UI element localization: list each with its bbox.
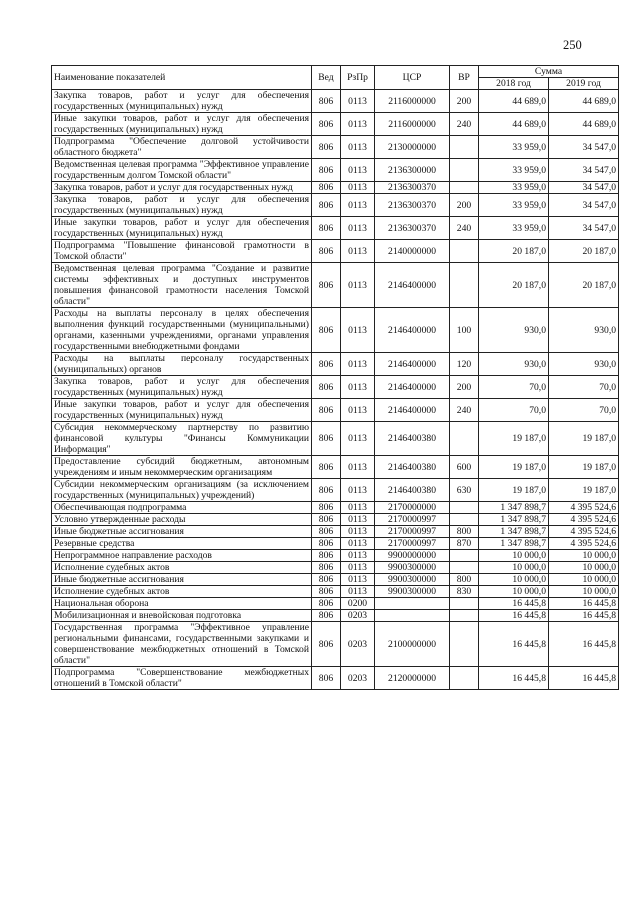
- header-csr: ЦСР: [375, 66, 450, 90]
- cell-name: Обеспечивающая подпрограмма: [52, 502, 312, 514]
- table-row: [52, 182, 619, 194]
- cell-rzpr: 0113: [341, 263, 375, 308]
- cell-y2019: 44 689,0: [549, 90, 619, 113]
- cell-y2018: 20 187,0: [479, 240, 549, 263]
- cell-rzpr: 0113: [341, 399, 375, 422]
- cell-csr: 2146400000: [375, 376, 450, 399]
- cell-name: Субсидия некоммерческому партнерству по развитию финансовой культуры "Финансы Коммуникации Информация": [52, 422, 312, 456]
- cell-name: Мобилизационная и вневойсковая подготовка: [52, 610, 312, 622]
- cell-y2019: 19 187,0: [549, 456, 619, 479]
- cell-vr: [450, 240, 479, 263]
- table-row: [52, 422, 619, 456]
- page-number: 250: [563, 38, 582, 52]
- cell-vr: 200: [450, 194, 479, 217]
- cell-vr: [450, 136, 479, 159]
- cell-vr: 200: [450, 376, 479, 399]
- cell-vr: 800: [450, 574, 479, 586]
- cell-vr: 120: [450, 353, 479, 376]
- cell-csr: 2100000000: [375, 622, 450, 667]
- cell-name: Иные бюджетные ассигнования: [52, 574, 312, 586]
- cell-csr: 2170000997: [375, 526, 450, 538]
- cell-vr: [450, 263, 479, 308]
- cell-y2018: 33 959,0: [479, 194, 549, 217]
- cell-y2019: 34 547,0: [549, 136, 619, 159]
- cell-y2018: 930,0: [479, 353, 549, 376]
- cell-vr: 630: [450, 479, 479, 502]
- cell-y2019: 34 547,0: [549, 217, 619, 240]
- cell-y2019: 930,0: [549, 353, 619, 376]
- table-row: [52, 502, 619, 514]
- cell-y2019: 16 445,8: [549, 610, 619, 622]
- cell-y2018: 16 445,8: [479, 598, 549, 610]
- table-row: [52, 376, 619, 399]
- cell-rzpr: 0113: [341, 217, 375, 240]
- cell-rzpr: 0203: [341, 622, 375, 667]
- table-body: [52, 90, 619, 690]
- cell-name: Предоставление субсидий бюджетным, автономным учреждениям и иным некоммерческим организациям: [52, 456, 312, 479]
- table-row: [52, 263, 619, 308]
- cell-ved: 806: [312, 136, 341, 159]
- cell-ved: 806: [312, 526, 341, 538]
- cell-y2018: 19 187,0: [479, 456, 549, 479]
- cell-vr: [450, 667, 479, 690]
- cell-y2019: 19 187,0: [549, 479, 619, 502]
- cell-name: Исполнение судебных актов: [52, 586, 312, 598]
- cell-csr: 2170000997: [375, 538, 450, 550]
- cell-y2018: 33 959,0: [479, 159, 549, 182]
- cell-name: Закупка товаров, работ и услуг для обеспечения государственных (муниципальных) нужд: [52, 194, 312, 217]
- cell-name: Подпрограмма "Обеспечение долговой устойчивости областного бюджета": [52, 136, 312, 159]
- table-row: [52, 308, 619, 353]
- cell-vr: [450, 422, 479, 456]
- cell-ved: 806: [312, 113, 341, 136]
- cell-y2019: 16 445,8: [549, 598, 619, 610]
- header-sum: Сумма: [479, 66, 619, 78]
- cell-vr: 240: [450, 113, 479, 136]
- cell-vr: [450, 514, 479, 526]
- cell-rzpr: 0113: [341, 550, 375, 562]
- cell-ved: 806: [312, 456, 341, 479]
- cell-name: Подпрограмма "Совершенствование межбюджетных отношений в Томской области": [52, 667, 312, 690]
- table-row: [52, 217, 619, 240]
- cell-vr: 240: [450, 399, 479, 422]
- cell-ved: 806: [312, 194, 341, 217]
- cell-y2019: 4 395 524,6: [549, 502, 619, 514]
- cell-rzpr: 0113: [341, 574, 375, 586]
- table-row: [52, 622, 619, 667]
- cell-y2018: 10 000,0: [479, 586, 549, 598]
- cell-y2018: 1 347 898,7: [479, 538, 549, 550]
- header-name: Наименование показателей: [52, 66, 312, 90]
- cell-y2019: 34 547,0: [549, 194, 619, 217]
- cell-y2018: 44 689,0: [479, 113, 549, 136]
- cell-name: Подпрограмма "Повышение финансовой грамотности в Томской области": [52, 240, 312, 263]
- table-row: [52, 159, 619, 182]
- cell-csr: 2136300370: [375, 182, 450, 194]
- cell-rzpr: 0113: [341, 538, 375, 550]
- cell-y2019: 20 187,0: [549, 263, 619, 308]
- cell-vr: [450, 622, 479, 667]
- cell-y2018: 16 445,8: [479, 610, 549, 622]
- cell-ved: 806: [312, 182, 341, 194]
- cell-csr: 2130000000: [375, 136, 450, 159]
- cell-y2019: 44 689,0: [549, 113, 619, 136]
- cell-rzpr: 0113: [341, 586, 375, 598]
- cell-name: Национальная оборона: [52, 598, 312, 610]
- cell-vr: 600: [450, 456, 479, 479]
- budget-table: [51, 65, 619, 690]
- cell-name: Иные закупки товаров, работ и услуг для обеспечения государственных (муниципальных) нужд: [52, 217, 312, 240]
- cell-csr: 9900300000: [375, 562, 450, 574]
- cell-csr: 2146400380: [375, 456, 450, 479]
- cell-ved: 806: [312, 667, 341, 690]
- cell-y2019: 10 000,0: [549, 574, 619, 586]
- cell-rzpr: 0113: [341, 113, 375, 136]
- cell-rzpr: 0113: [341, 562, 375, 574]
- cell-name: Субсидии некоммерческим организациям (за исключением государственных (муниципальных) учреждений): [52, 479, 312, 502]
- cell-y2018: 44 689,0: [479, 90, 549, 113]
- cell-vr: 100: [450, 308, 479, 353]
- cell-y2019: 70,0: [549, 399, 619, 422]
- cell-y2019: 34 547,0: [549, 159, 619, 182]
- cell-ved: 806: [312, 399, 341, 422]
- cell-y2018: 19 187,0: [479, 479, 549, 502]
- cell-name: Расходы на выплаты персоналу в целях обеспечения выполнения функций государственными (муниципальными) органами, казенными учреждениями, органами управления государственными внебюджетными фондами: [52, 308, 312, 353]
- cell-y2018: 19 187,0: [479, 422, 549, 456]
- cell-rzpr: 0113: [341, 502, 375, 514]
- cell-y2018: 33 959,0: [479, 182, 549, 194]
- cell-vr: [450, 182, 479, 194]
- cell-ved: 806: [312, 610, 341, 622]
- header-2018: 2018 год: [479, 78, 549, 90]
- cell-y2018: 33 959,0: [479, 217, 549, 240]
- cell-ved: 806: [312, 308, 341, 353]
- cell-ved: 806: [312, 240, 341, 263]
- cell-rzpr: 0113: [341, 194, 375, 217]
- cell-y2018: 1 347 898,7: [479, 526, 549, 538]
- cell-vr: [450, 159, 479, 182]
- cell-y2018: 16 445,8: [479, 667, 549, 690]
- cell-ved: 806: [312, 514, 341, 526]
- table-row: [52, 456, 619, 479]
- header-ved: Вед: [312, 66, 341, 90]
- cell-ved: 806: [312, 598, 341, 610]
- cell-vr: 870: [450, 538, 479, 550]
- header-2019: 2019 год: [549, 78, 619, 90]
- cell-y2019: 19 187,0: [549, 422, 619, 456]
- table-row: [52, 479, 619, 502]
- cell-y2019: 16 445,8: [549, 667, 619, 690]
- cell-rzpr: 0113: [341, 90, 375, 113]
- cell-rzpr: 0113: [341, 376, 375, 399]
- cell-rzpr: 0113: [341, 159, 375, 182]
- cell-csr: 2146400380: [375, 422, 450, 456]
- cell-y2018: 70,0: [479, 376, 549, 399]
- cell-ved: 806: [312, 586, 341, 598]
- header-vr: ВР: [450, 66, 479, 90]
- cell-y2019: 70,0: [549, 376, 619, 399]
- cell-name: Иные закупки товаров, работ и услуг для обеспечения государственных (муниципальных) нужд: [52, 113, 312, 136]
- cell-rzpr: 0113: [341, 308, 375, 353]
- table-row: [52, 240, 619, 263]
- cell-rzpr: 0113: [341, 479, 375, 502]
- cell-y2018: 10 000,0: [479, 550, 549, 562]
- cell-csr: 2136300370: [375, 194, 450, 217]
- cell-y2018: 10 000,0: [479, 574, 549, 586]
- cell-y2019: 10 000,0: [549, 586, 619, 598]
- cell-ved: 806: [312, 353, 341, 376]
- cell-csr: 2120000000: [375, 667, 450, 690]
- cell-vr: [450, 502, 479, 514]
- table-row: [52, 598, 619, 610]
- cell-name: Ведомственная целевая программа "Создание и развитие системы эффективных и доступных инструментов повышения финансовой грамотности населения Томской области": [52, 263, 312, 308]
- cell-ved: 806: [312, 263, 341, 308]
- table-row: [52, 562, 619, 574]
- cell-csr: [375, 610, 450, 622]
- table-row: [52, 526, 619, 538]
- cell-y2019: 16 445,8: [549, 622, 619, 667]
- cell-y2018: 1 347 898,7: [479, 514, 549, 526]
- cell-vr: [450, 550, 479, 562]
- cell-y2018: 16 445,8: [479, 622, 549, 667]
- cell-csr: 2170000000: [375, 502, 450, 514]
- table-row: [52, 136, 619, 159]
- cell-y2019: 930,0: [549, 308, 619, 353]
- table-row: [52, 399, 619, 422]
- cell-csr: 2146400000: [375, 308, 450, 353]
- cell-vr: [450, 562, 479, 574]
- cell-name: Иные закупки товаров, работ и услуг для обеспечения государственных (муниципальных) нужд: [52, 399, 312, 422]
- cell-rzpr: 0113: [341, 136, 375, 159]
- cell-y2018: 70,0: [479, 399, 549, 422]
- table-row: [52, 667, 619, 690]
- cell-y2019: 4 395 524,6: [549, 514, 619, 526]
- cell-ved: 806: [312, 574, 341, 586]
- cell-csr: 2170000997: [375, 514, 450, 526]
- cell-csr: 2140000000: [375, 240, 450, 263]
- header-rzpr: РзПр: [341, 66, 375, 90]
- cell-ved: 806: [312, 562, 341, 574]
- cell-csr: 2116000000: [375, 90, 450, 113]
- table-row: [52, 550, 619, 562]
- cell-ved: 806: [312, 550, 341, 562]
- cell-csr: 2146400000: [375, 263, 450, 308]
- cell-ved: 806: [312, 479, 341, 502]
- cell-rzpr: 0113: [341, 526, 375, 538]
- table-row: [52, 586, 619, 598]
- cell-vr: [450, 610, 479, 622]
- cell-csr: 9900300000: [375, 574, 450, 586]
- cell-name: Иные бюджетные ассигнования: [52, 526, 312, 538]
- cell-vr: 240: [450, 217, 479, 240]
- cell-vr: 830: [450, 586, 479, 598]
- cell-y2018: 20 187,0: [479, 263, 549, 308]
- cell-name: Закупка товаров, работ и услуг для обеспечения государственных (муниципальных) нужд: [52, 90, 312, 113]
- table-row: [52, 194, 619, 217]
- cell-csr: 2146400380: [375, 479, 450, 502]
- cell-y2018: 930,0: [479, 308, 549, 353]
- table-row: [52, 538, 619, 550]
- cell-y2019: 4 395 524,6: [549, 538, 619, 550]
- cell-rzpr: 0203: [341, 667, 375, 690]
- cell-ved: 806: [312, 90, 341, 113]
- cell-rzpr: 0113: [341, 456, 375, 479]
- cell-name: Ведомственная целевая программа "Эффективное управление государственным долгом Томской области": [52, 159, 312, 182]
- cell-ved: 806: [312, 538, 341, 550]
- cell-csr: 2136300000: [375, 159, 450, 182]
- cell-csr: 2146400000: [375, 399, 450, 422]
- cell-rzpr: 0203: [341, 610, 375, 622]
- cell-name: Резервные средства: [52, 538, 312, 550]
- cell-y2019: 20 187,0: [549, 240, 619, 263]
- cell-name: Условно утвержденные расходы: [52, 514, 312, 526]
- cell-rzpr: 0113: [341, 422, 375, 456]
- cell-name: Исполнение судебных актов: [52, 562, 312, 574]
- cell-rzpr: 0113: [341, 353, 375, 376]
- cell-ved: 806: [312, 502, 341, 514]
- table-header: [52, 66, 619, 90]
- table-row: [52, 610, 619, 622]
- table-row: [52, 353, 619, 376]
- table-row: [52, 514, 619, 526]
- cell-y2019: 34 547,0: [549, 182, 619, 194]
- cell-csr: 9900300000: [375, 586, 450, 598]
- cell-vr: [450, 598, 479, 610]
- cell-csr: 2116000000: [375, 113, 450, 136]
- cell-csr: 2136300370: [375, 217, 450, 240]
- table-row: [52, 90, 619, 113]
- table-row: [52, 113, 619, 136]
- cell-csr: 9900000000: [375, 550, 450, 562]
- cell-y2019: 10 000,0: [549, 562, 619, 574]
- cell-csr: 2146400000: [375, 353, 450, 376]
- cell-name: Закупка товаров, работ и услуг для обеспечения государственных (муниципальных) нужд: [52, 376, 312, 399]
- cell-y2019: 4 395 524,6: [549, 526, 619, 538]
- cell-vr: 800: [450, 526, 479, 538]
- cell-name: Государственная программа "Эффективное управление региональными финансами, государственными закупками и совершенствование межбюджетных отношений в Томской области": [52, 622, 312, 667]
- cell-rzpr: 0113: [341, 514, 375, 526]
- cell-rzpr: 0113: [341, 240, 375, 263]
- cell-ved: 806: [312, 217, 341, 240]
- cell-name: Закупка товаров, работ и услуг для государственных нужд: [52, 182, 312, 194]
- cell-y2018: 1 347 898,7: [479, 502, 549, 514]
- cell-ved: 806: [312, 422, 341, 456]
- cell-name: Расходы на выплаты персоналу государственных (муниципальных) органов: [52, 353, 312, 376]
- table-row: [52, 574, 619, 586]
- cell-csr: [375, 598, 450, 610]
- cell-y2018: 33 959,0: [479, 136, 549, 159]
- cell-vr: 200: [450, 90, 479, 113]
- cell-rzpr: 0200: [341, 598, 375, 610]
- cell-name: Непрограммное направление расходов: [52, 550, 312, 562]
- cell-ved: 806: [312, 376, 341, 399]
- cell-y2018: 10 000,0: [479, 562, 549, 574]
- cell-rzpr: 0113: [341, 182, 375, 194]
- cell-y2019: 10 000,0: [549, 550, 619, 562]
- cell-ved: 806: [312, 622, 341, 667]
- cell-ved: 806: [312, 159, 341, 182]
